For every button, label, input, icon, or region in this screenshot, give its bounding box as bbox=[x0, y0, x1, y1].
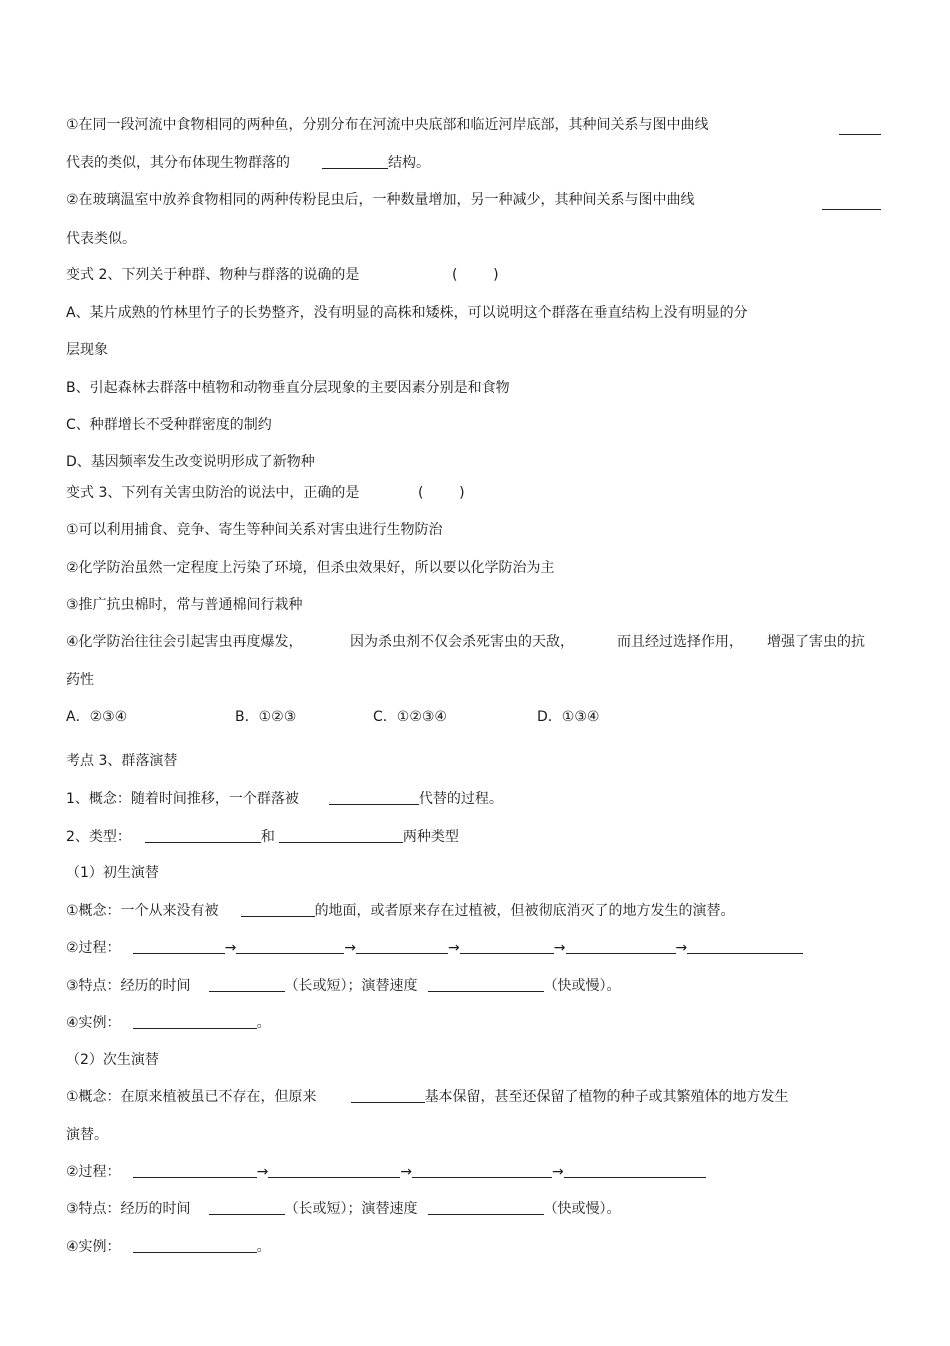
secondary-concept-text: ①概念：在原来植被虽已不存在，但原来 bbox=[66, 1089, 317, 1105]
variant3-statement-4-part2: 因为杀虫剂不仅会杀死害虫的天敌， bbox=[350, 634, 574, 650]
primary-example-label: ④实例： bbox=[66, 1015, 121, 1031]
secondary-features-suffix: （快或慢）。 bbox=[543, 1201, 621, 1217]
topic3-types-text: 2、类型： bbox=[66, 829, 131, 845]
variant3-statement-4: ④化学防治往往会引起害虫再度爆发， bbox=[66, 634, 303, 650]
primary-example-blank[interactable] bbox=[133, 1014, 257, 1029]
secondary-process-blank-1[interactable] bbox=[133, 1163, 257, 1178]
primary-process-blank-5[interactable] bbox=[566, 939, 676, 954]
secondary-process-blank-3[interactable] bbox=[412, 1163, 552, 1178]
q1-line2-suffix: 结构。 bbox=[388, 155, 430, 171]
secondary-features-text: ③特点：经历的时间 bbox=[66, 1201, 191, 1217]
topic3-title: 考点 3、群落演替 bbox=[66, 753, 178, 769]
secondary-heading: （2）次生演替 bbox=[66, 1052, 159, 1068]
primary-process-blank-2[interactable] bbox=[236, 939, 344, 954]
q1-line2-text: 代表的类似，其分布体现生物群落的 bbox=[66, 155, 290, 171]
q1-line1: ①在同一段河流中食物相同的两种鱼，分别分布在河流中央底部和临近河岸底部，其种间关系与图中曲线 bbox=[66, 117, 709, 133]
topic3-types-blank-1[interactable] bbox=[145, 828, 261, 843]
secondary-duration-blank[interactable] bbox=[209, 1200, 285, 1215]
secondary-concept-suffix: 基本保留，甚至还保留了植物的种子或其繁殖体的地方发生 bbox=[424, 1089, 789, 1105]
secondary-process-label: ②过程： bbox=[66, 1164, 121, 1180]
primary-process-blank-3[interactable] bbox=[356, 939, 448, 954]
variant3-statement-3: ③推广抗虫棉时，常与普通棉间行栽种 bbox=[66, 597, 303, 613]
arrow-icon: → bbox=[256, 1164, 269, 1180]
secondary-features-mid: （长或短）；演替速度 bbox=[284, 1201, 418, 1217]
primary-features bbox=[66, 977, 621, 995]
variant2-answer-paren[interactable]: ( ) bbox=[452, 267, 499, 283]
secondary-example-period: 。 bbox=[256, 1239, 271, 1255]
secondary-speed-blank[interactable] bbox=[428, 1200, 544, 1215]
variant3-answer-paren[interactable]: ( ) bbox=[418, 485, 465, 501]
primary-concept-text: ①概念：一个从来没有被 bbox=[66, 903, 219, 919]
secondary-example-blank[interactable] bbox=[133, 1238, 257, 1253]
primary-features-mid: （长或短）；演替速度 bbox=[284, 978, 418, 994]
secondary-example-label: ④实例： bbox=[66, 1239, 121, 1255]
arrow-icon: → bbox=[675, 940, 688, 956]
primary-heading: （1）初生演替 bbox=[66, 865, 159, 881]
secondary-concept-end: 演替。 bbox=[66, 1127, 108, 1143]
arrow-icon: → bbox=[344, 940, 357, 956]
q1-blank-structure[interactable] bbox=[322, 154, 388, 169]
q1-blank-curve-2[interactable] bbox=[822, 195, 881, 210]
topic3-types-blank-2[interactable] bbox=[279, 828, 403, 843]
primary-process-blank-1[interactable] bbox=[133, 939, 225, 954]
variant3-choice-b[interactable]: B．①②③ bbox=[235, 709, 297, 725]
variant2-option-d: D、基因频率发生改变说明形成了新物种 bbox=[66, 454, 315, 470]
variant2-option-a-line2: 层现象 bbox=[66, 342, 108, 358]
q1-line4: 代表类似。 bbox=[66, 231, 136, 247]
secondary-example bbox=[66, 1238, 271, 1256]
variant3-statement-2: ②化学防治虽然一定程度上污染了环境，但杀虫效果好，所以要以化学防治为主 bbox=[66, 560, 555, 576]
primary-duration-blank[interactable] bbox=[209, 977, 285, 992]
variant3-stem: 变式 3、下列有关害虫防治的说法中，正确的是 bbox=[66, 485, 360, 501]
primary-process-blank-6[interactable] bbox=[687, 939, 803, 954]
variant3-statement-4-part4: 增强了害虫的抗 bbox=[767, 634, 865, 650]
primary-features-text: ③特点：经历的时间 bbox=[66, 978, 191, 994]
variant3-statement-1: ①可以利用捕食、竞争、寄生等种间关系对害虫进行生物防治 bbox=[66, 522, 443, 538]
arrow-icon: → bbox=[552, 1164, 564, 1180]
q1-blank-curve-1[interactable] bbox=[839, 120, 881, 135]
variant3-statement-4-end: 药性 bbox=[66, 672, 94, 688]
variant2-stem: 变式 2、下列关于种群、物种与群落的说确的是 bbox=[66, 267, 360, 283]
q1-line3: ②在玻璃温室中放养食物相同的两种传粉昆虫后，一种数量增加，另一种减少，其种间关系与图中曲线 bbox=[66, 192, 695, 208]
arrow-icon: → bbox=[400, 1164, 413, 1180]
variant3-choice-d[interactable]: D．①③④ bbox=[537, 709, 600, 725]
arrow-icon: → bbox=[224, 940, 237, 956]
primary-speed-blank[interactable] bbox=[428, 977, 544, 992]
primary-concept bbox=[66, 902, 735, 920]
arrow-icon: → bbox=[448, 940, 460, 956]
variant3-statement-4-part3: 而且经过选择作用， bbox=[617, 634, 743, 650]
primary-process-blank-4[interactable] bbox=[460, 939, 554, 954]
arrow-icon: → bbox=[553, 940, 566, 956]
topic3-concept-suffix: 代替的过程。 bbox=[418, 791, 503, 807]
variant2-option-b: B、引起森林去群落中植物和动物垂直分层现象的主要因素分别是和食物 bbox=[66, 380, 510, 396]
topic3-types-and: 和 bbox=[260, 829, 275, 845]
topic3-concept bbox=[66, 790, 503, 808]
variant2-option-a-line1: A、某片成熟的竹林里竹子的长势整齐，没有明显的高株和矮株，可以说明这个群落在垂直结构上没有明显的分 bbox=[66, 305, 748, 321]
secondary-process-blank-4[interactable] bbox=[564, 1163, 706, 1178]
topic3-types-suffix: 两种类型 bbox=[402, 829, 459, 845]
primary-process bbox=[66, 939, 803, 957]
variant2-option-c: C、种群增长不受种群密度的制约 bbox=[66, 417, 272, 433]
primary-concept-suffix: 的地面，或者原来存在过植被，但被彻底消灭了的地方发生的演替。 bbox=[314, 903, 735, 919]
variant3-choice-a[interactable]: A．②③④ bbox=[66, 709, 128, 725]
q1-line2 bbox=[66, 154, 430, 172]
secondary-concept-blank[interactable] bbox=[351, 1088, 425, 1103]
secondary-concept bbox=[66, 1088, 789, 1106]
primary-features-suffix: （快或慢）。 bbox=[543, 978, 621, 994]
topic3-concept-blank[interactable] bbox=[329, 790, 419, 805]
secondary-process-blank-2[interactable] bbox=[268, 1163, 400, 1178]
variant3-choice-c[interactable]: C．①②③④ bbox=[373, 709, 447, 725]
topic3-types bbox=[66, 828, 459, 846]
topic3-concept-text: 1、概念：随着时间推移，一个群落被 bbox=[66, 791, 299, 807]
secondary-process bbox=[66, 1163, 706, 1181]
primary-concept-blank[interactable] bbox=[241, 902, 315, 917]
primary-example bbox=[66, 1014, 271, 1032]
primary-example-period: 。 bbox=[256, 1015, 271, 1031]
primary-process-label: ②过程： bbox=[66, 940, 121, 956]
secondary-features bbox=[66, 1200, 621, 1218]
